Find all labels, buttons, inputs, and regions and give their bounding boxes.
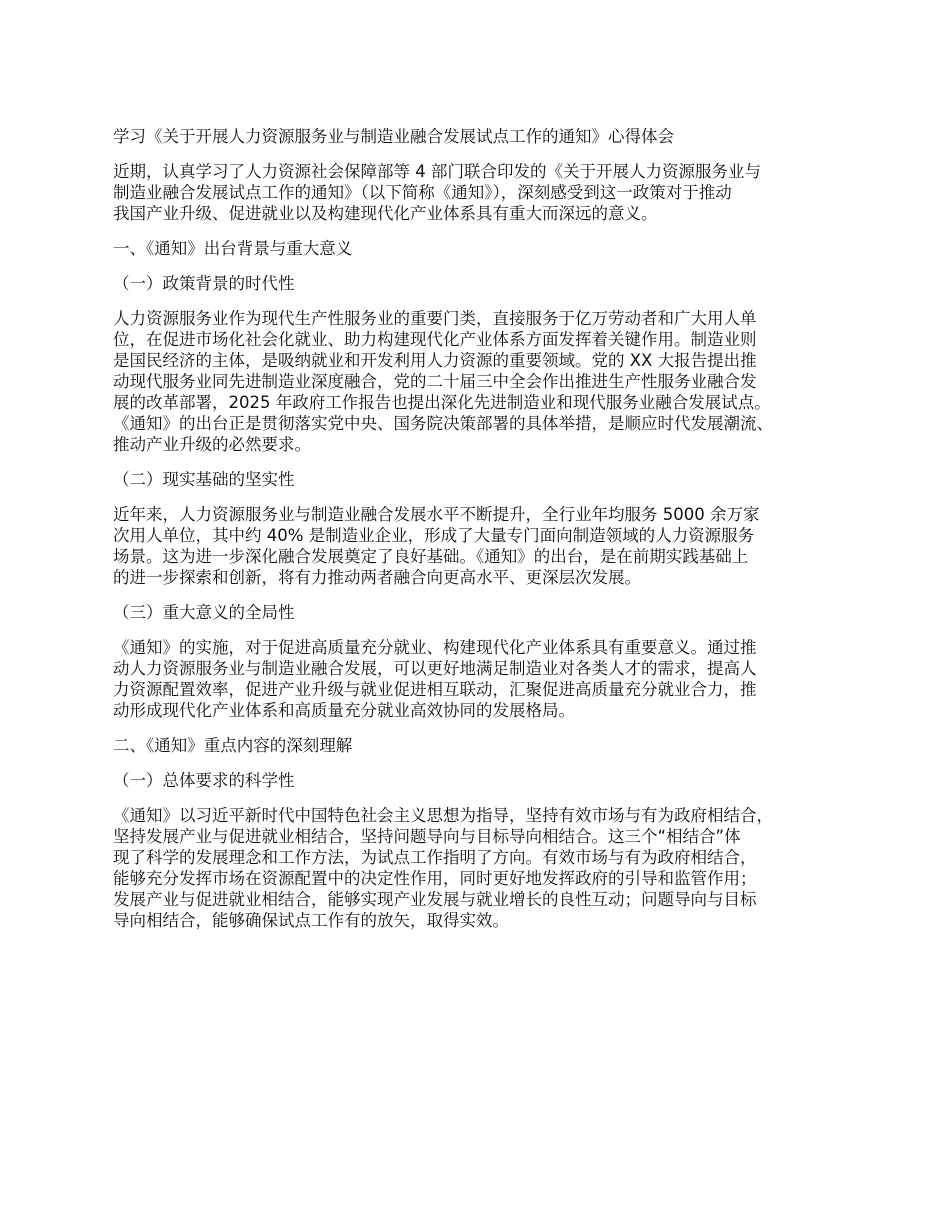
text-line: 力资源配置效率，促进产业升级与就业促进相互联动，汇聚促进高质量充分就业合力，推 xyxy=(113,680,757,699)
text-line: 动形成现代化产业体系和高质量充分就业高效协同的发展格局。 xyxy=(113,701,575,720)
subsection-heading-2-1: （一）总体要求的科学性 xyxy=(113,771,295,790)
text-line: 是国民经济的主体，是吸纳就业和开发利用人力资源的重要领域。党的 XX 大报告提出推 xyxy=(113,351,757,370)
text-line: 我国产业升级、促进就业以及构建现代化产业体系具有重大而深远的意义。 xyxy=(113,204,658,223)
paragraph-2-1 xyxy=(113,805,858,931)
text-line: 制造业融合发展试点工作的通知》（以下简称《通知》），深刻感受到这一政策对于推动 xyxy=(113,183,732,202)
text-line: 发展产业与促进就业相结合，能够实现产业发展与就业增长的良性互动；问题导向与目标 xyxy=(113,890,757,909)
text-line: 动人力资源服务业与制造业融合发展，可以更好地满足制造业对各类人才的需求，提高人 xyxy=(113,659,757,678)
paragraph-1-1 xyxy=(113,308,858,455)
text-line: 能够充分发挥市场在资源配置中的决定性作用，同时更好地发挥政府的引导和监管作用； xyxy=(113,869,757,888)
text-line: 次用人单位，其中约 40% 是制造业企业，形成了大量专门面向制造领域的人力资源服务 xyxy=(113,526,755,545)
text-line: 动现代服务业同先进制造业深度融合，党的二十届三中全会作出推进生产性服务业融合发 xyxy=(113,372,757,391)
text-line: 的进一步探索和创新，将有力推动两者融合向更高水平、更深层次发展。 xyxy=(113,568,641,587)
text-line: 人力资源服务业作为现代生产性服务业的重要门类，直接服务于亿万劳动者和广大用人单 xyxy=(113,309,757,328)
text-line: 推动产业升级的必然要求。 xyxy=(113,435,311,454)
paragraph-1-3 xyxy=(113,637,858,721)
text-line: 近年来，人力资源服务业与制造业融合发展水平不断提升，全行业年均服务 5000 余万家 xyxy=(113,505,760,524)
text-line: 位，在促进市场化社会化就业、助力构建现代化产业体系方面发挥着关键作用。制造业则 xyxy=(113,330,757,349)
text-line: 《通知》的实施，对于促进高质量充分就业、构建现代化产业体系具有重要意义。通过推 xyxy=(113,638,757,657)
text-line: 《通知》以习近平新时代中国特色社会主义思想为指导，坚持有效市场与有为政府相结合， xyxy=(113,806,773,825)
subsection-heading-1-3: （三）重大意义的全局性 xyxy=(113,603,295,622)
paragraph-1-2 xyxy=(113,504,858,588)
section-heading-2: 二、《通知》重点内容的深刻理解 xyxy=(113,736,353,755)
section-heading-1: 一、《通知》出台背景与重大意义 xyxy=(113,239,353,258)
text-line: 现了科学的发展理念和工作方法，为试点工作指明了方向。有效市场与有为政府相结合， xyxy=(113,848,757,867)
document-title: 学习《关于开展人力资源服务业与制造业融合发展试点工作的通知》心得体会 xyxy=(113,127,674,146)
text-line: 《通知》的出台正是贯彻落实党中央、国务院决策部署的具体举措，是顺应时代发展潮流、 xyxy=(113,414,773,433)
subsection-heading-1-2: （二）现实基础的坚实性 xyxy=(113,470,295,489)
text-line: 坚持发展产业与促进就业相结合，坚持问题导向与目标导向相结合。这三个“相结合”体 xyxy=(113,827,741,846)
text-line: 近期，认真学习了人力资源社会保障部等 4 部门联合印发的《关于开展人力资源服务业与 xyxy=(113,162,761,181)
text-line: 导向相结合，能够确保试点工作有的放矢，取得实效。 xyxy=(113,911,509,930)
subsection-heading-1-1: （一）政策背景的时代性 xyxy=(113,274,295,293)
text-line: 场景。这为进一步深化融合发展奠定了良好基础。《通知》的出台，是在前期实践基础上 xyxy=(113,547,749,566)
document-page xyxy=(113,126,858,931)
text-line: 展的改革部署，2025 年政府工作报告也提出深化先进制造业和现代服务业融合发展试点。 xyxy=(113,393,771,412)
intro-paragraph xyxy=(113,161,858,224)
